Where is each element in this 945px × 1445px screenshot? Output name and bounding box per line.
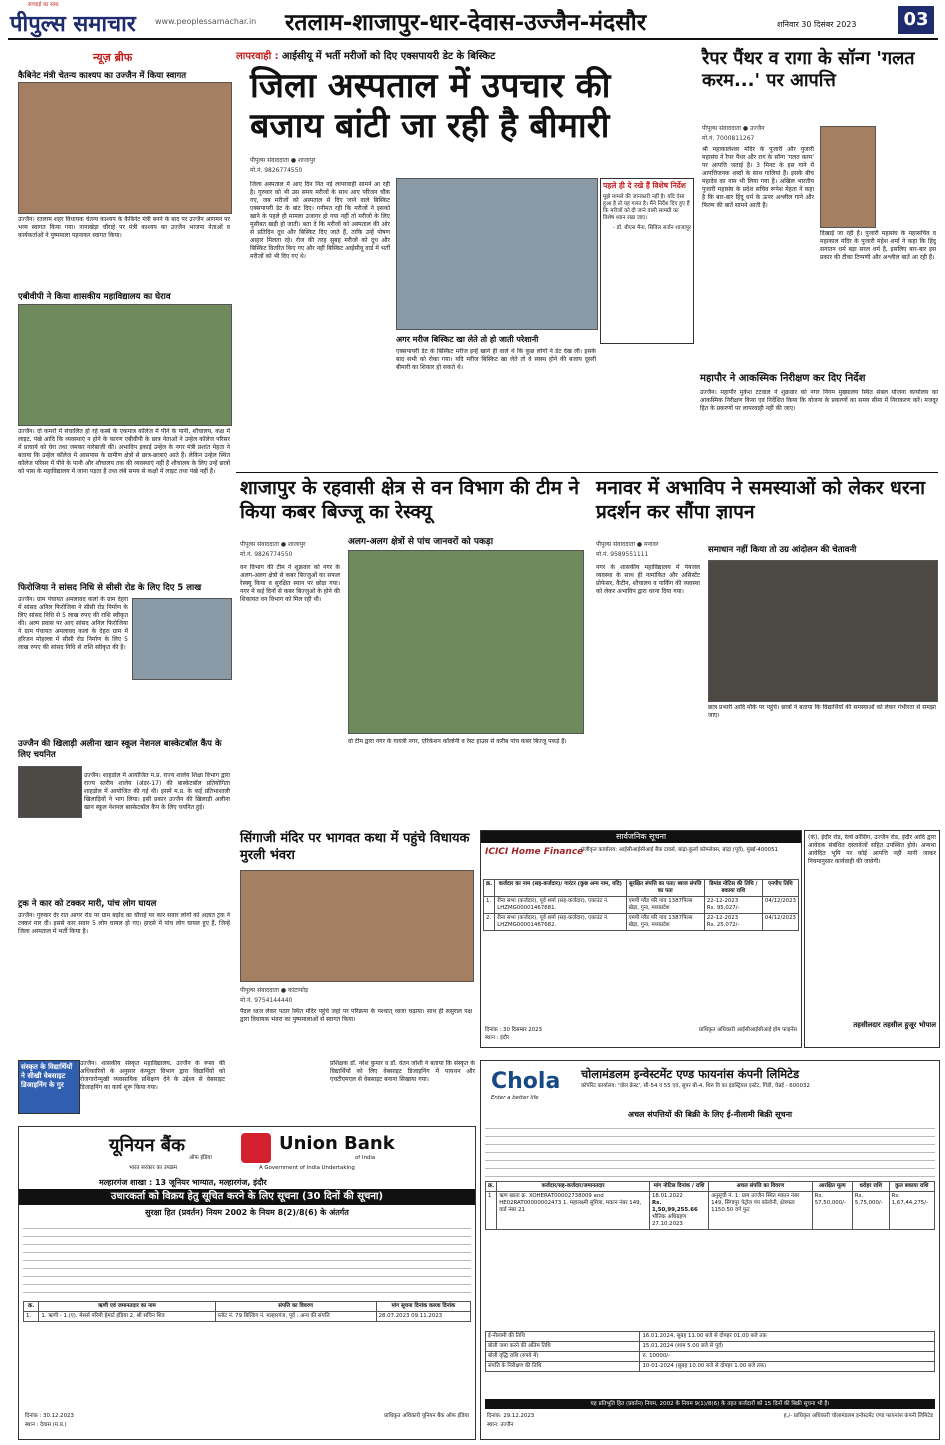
icici-row-no: 1. bbox=[484, 897, 495, 914]
union-logo-en-sub: of India bbox=[355, 1155, 376, 1161]
chola-row-total: Rs. 1,67,44,275/- bbox=[889, 1192, 934, 1230]
rescue-story bbox=[236, 476, 586, 816]
schedule-value: 15.01.2024 (शाम 5.00 बजे से पूर्व) bbox=[640, 1342, 935, 1352]
rapper-mobile: मो.नं. 7000811267 bbox=[702, 135, 755, 142]
chola-demand-date: 18.01.2022 bbox=[652, 1193, 683, 1199]
rescue-caption: वो टीम द्वारा नगर के गायत्री नगर, एरिकेशन कॉलोनी व रेस्ट हाउस से करीब पांच कबर बिज्जू पकड़े हैं। bbox=[348, 738, 567, 745]
news-brief-heading: न्यूज़ ब्रीफ bbox=[93, 51, 133, 64]
rescue-mobile: मो.नं. 9826774550 bbox=[240, 551, 293, 558]
icici-row-amount: Rs. 95,027/- bbox=[706, 905, 740, 911]
chola-schedule bbox=[485, 1331, 935, 1372]
tehsil-signature: तहसीलदार तहसील हुजूर भोपाल bbox=[853, 1021, 936, 1029]
masthead bbox=[0, 0, 945, 42]
icici-col-0: क्र. bbox=[484, 880, 495, 897]
main-headline: जिला अस्पताल में उपचार की बजाय बांटी जा रही है बीमारी bbox=[250, 66, 611, 146]
brief-body-1: उज्जैन। रतलाम शहर विधायक चेतन्य काश्यप के कैबिनेट मंत्री बनने के बाद पर उज्जैन आगमन पर भव्य स्वागत किया गया। नानाखेड़ा चौराहे पर मंत्री काश्यप का उज्जैन भाजपा नेताओं व कार्यकर्ताओं ने पुष्पमाला पहनाकर स्वागत किया। bbox=[18, 216, 230, 239]
schedule-row bbox=[486, 1342, 935, 1352]
brief-title-3: फिरोजिया ने सांसद निधि से सीसी रोड के लिए दिए 5 लाख bbox=[18, 583, 202, 593]
main-mobile: मो.नं. 9826774550 bbox=[250, 167, 303, 174]
rescue-headline: शाजापुर के रहवासी क्षेत्र से वन विभाग की टीम ने किया कबर बिज्जू का रेस्क्यू bbox=[240, 477, 580, 523]
icici-title: सार्वजनिक सूचना bbox=[481, 831, 801, 843]
kicker-text: आईसीयू में भर्ती मरीजों को दिए एक्सपायरी डेट के बिस्किट bbox=[281, 51, 496, 62]
brief-photo-3 bbox=[132, 598, 232, 680]
union-slogan-en: A Government of India Undertaking bbox=[259, 1165, 355, 1171]
mahapour-headline: महापौर ने आकस्मिक निरीक्षण कर दिए निर्देश bbox=[700, 373, 866, 384]
brief-body-2: उज्जैन। दो कमरों में संचालित हो रहे कस्बे के एकमात्र कॉलेज में पीने के पानी, शौचालय, कक्ष में लाइट, पंखे आदि कि व्यवस्थाएं न होने के कारण एबीवीपी के छात्र नेताओं ने उन्हेल कॉलेज परिसर में प्राचार्य को घेरा तथा जमकर नारेबाजी की। अभाविप इकाई उन्हेल के नगर मंत्री प्रशांत मेहता ने बताया कि उन्हेल कॉलेज में आसपास के ग्रामीण क्षेत्रों से छात्र-छात्राएं आते हैं। लेकिन उन्हेल स्थित कॉलेज परिसर में पीने के पानी और शौचालय तक की व्यवस्थाएं नहीं हैं शौचालय के लिए उन्हें छात्रों को पास के महाविद्यालय में जाना पड़ता है तथा लंबे समय से कक्षों में लाइट तथा पंखे नहीं हैं। bbox=[18, 428, 230, 475]
manawar-byline: पीपुल्स संवाददाता ● मनावर bbox=[596, 541, 659, 548]
rescue-body: वन विभाग की टीम ने शुक्रवार को नगर के अलग-अलग क्षेत्रों से कबर बिज्जुओं का सफल रेस्क्यू किया व सुरक्षित स्थान पर छोड़ा गया। नगर में कई दिनों से कबर बिज्जुओं के होने की शिकायत वन विभाग को मिल रही थी। bbox=[240, 564, 340, 603]
singaji-mobile: मो.नं. 9754144440 bbox=[240, 997, 293, 1004]
icici-notice bbox=[480, 830, 802, 1048]
union-title: उधारकर्ता को विक्रय हेतु सूचित करने के लिए सूचना (30 दिनों की सूचना) bbox=[19, 1189, 475, 1205]
chola-col-6: कुल बकाया राशि bbox=[889, 1182, 934, 1192]
union-row-no: 1. bbox=[24, 1312, 39, 1322]
bottom-brief-left: संस्कृत के विद्यार्थियों ने सीखी वेबसाइट डिजाइनिंग के गुर bbox=[18, 1060, 80, 1114]
union-date: दिनांक : 30.12.2023 bbox=[25, 1413, 74, 1419]
sidebar-sign: - डॉ. बीएस मैना, सिविल सर्जन शाजापुर bbox=[612, 225, 691, 231]
chola-address: कॉर्पोरेट कार्यालय: 'चोल क्रेस्ट', सी-54 व 55 एवं, सुपर बी-4, थिरु वि का इंडस्ट्रियल इस्टेट, गिंडी, चेन्नई - 600032 bbox=[581, 1083, 810, 1089]
news-brief-column bbox=[18, 46, 230, 811]
manawar-subhead: समाधान नहीं किया तो उग्र आंदोलन की चेतावनी bbox=[708, 545, 857, 555]
sidebar-quote: मुझे मामले की जानकारी नहीं है। यदि ऐसा हुआ है तो यह गलत है। मैंने निर्देश दिए हुए हैं कि मरीजों को दी जाने वाली सामग्री का विशेष ध्यान रखा जाए। bbox=[603, 194, 690, 221]
manawar-headline: मनावर में अभाविप ने समस्याओं को लेकर धरना प्रदर्शन कर सौंपा ज्ञापन bbox=[596, 477, 926, 523]
main-body: जिला अस्पताल में आए दिन नित नई लापरवाही सामने आ रही है। गुरुवार को भी उस समय मरीजों के साथ आए परिजन चौंक गए, जब मरीजों को अस्पताल से दिए जाने वाले बिस्किट एक्सपायरी डेट के बांट दिए। गनीमत रही कि मरीजों ने इसको खाने के पहले ही मामला उजागर हो गया नहीं तो मरीजों के लिए मुसीबत खड़ी हो जाती। बता दें कि मरीजों को अस्पताल की ओर से प्रतिदिन दूध और बिस्किट दिए जाते हैं, ताकि उन्हें पोषण आहार मिलता रहे। रोज की तरह सुबह मरीजों को दूध और बिस्किट वितरित किए गए और नहीं बिस्किट आईसीयू वार्ड में भर्ती मरीजों को भी दिए गए थे। bbox=[250, 181, 390, 260]
tehsil-body: (कं), इंदौर रोड, रेल्वे क्रॉसिंग, उज्जैन रोड, इंदौर आदि द्वारा आवेदक संबंधित दस्तावेजों सहित उपस्थित होवे। अन्यथा आवेदित भूमि पर कोई आपत्ति नहीं मानी जाकर नियमानुसार कार्यवाही की जावेगी। bbox=[808, 834, 936, 865]
chola-tagline: Enter a better life bbox=[491, 1095, 539, 1101]
icici-col-4: एनपीए तिथि bbox=[762, 880, 798, 897]
masthead-rule bbox=[8, 38, 938, 40]
chola-col-4: आरक्षित मूल्य bbox=[812, 1182, 852, 1192]
union-place: स्थान : देवास (म.प्र.) bbox=[25, 1422, 67, 1428]
schedule-row bbox=[486, 1362, 935, 1372]
icici-row-name: रीना सभा (कर्जदार), पूर्व शर्मा (सह-कर्जदार), एकाउंट नं. LHZMG00001467682. bbox=[495, 914, 626, 931]
icici-row-date bbox=[704, 897, 762, 914]
rule-mid bbox=[236, 472, 938, 473]
schedule-value: रु. 10000/- bbox=[640, 1352, 935, 1362]
rescue-photo-title: अलग-अलग क्षेत्रों से पांच जानवरों को पकड़ा bbox=[348, 537, 494, 547]
singaji-headline: सिंगाजी मंदिर पर भागवत कथा में पहुंचे विधायक मुरली भंवरा bbox=[240, 831, 470, 863]
bottom-brief-body-1: उज्जैन। शासकीय संस्कृत महाविद्यालय, उज्जैन के रूसा की अधिकारियों के अनुसार कंप्यूटर विभाग द्वारा विद्यार्थियों को रोजगारोन्मुखी व्यवसायिक प्रशिक्षण देने के उद्देश्य से वेबसाइट डिजाइनिंग का कार्य शुरू किया गया। bbox=[80, 1060, 225, 1091]
singaji-story bbox=[236, 830, 476, 1050]
brief-5 bbox=[18, 898, 230, 1012]
manawar-body: नगर के शासकीय महाविद्यालय में पेयजल व्यवस्था के साथ ही नामांकित और असिस्टेंट प्रोफेसर, कैंटीन, शौचालय व पार्किंग की व्यवस्था को लेकर अभाविप द्वारा धरना दिया गया। bbox=[596, 564, 700, 595]
chola-col-1: कर्जदार/सह-कर्जदार/जमानतदार bbox=[497, 1182, 650, 1192]
manawar-photo bbox=[708, 560, 938, 702]
manawar-mobile: मो.नं. 9589551111 bbox=[596, 551, 649, 558]
brand-logo: पीपुल्स समाचार bbox=[10, 12, 136, 37]
website[interactable]: www.peoplessamachar.in bbox=[155, 17, 257, 26]
union-table bbox=[23, 1301, 471, 1322]
rescue-photo bbox=[348, 550, 584, 734]
schedule-label: बोली जमा करने की अंतिम तिथि bbox=[486, 1342, 640, 1352]
union-row-property: प्लॉट नं. 79 बिल्डिंग नं. मल्हारगंज, पूर्व : अन्य की संपत्ति bbox=[215, 1312, 376, 1322]
brief-title-2: एबीवीपी ने किया शासकीय महाविद्यालय का घेराव bbox=[18, 292, 171, 302]
page-number: 03 bbox=[898, 6, 934, 34]
chola-signatory: ह./- प्राधिकृत अधिकारी चोलामंडलम इन्वेस्टमेंट एण्ड फायनांस कंपनी लिमिटेड bbox=[783, 1413, 933, 1419]
chola-row-emd: Rs. 5,75,000/- bbox=[852, 1192, 889, 1230]
icici-row-property: एमपी ग्लैंड परि गांव 1387पिल्स खेड़ा, गुना, मध्यप्रदेश bbox=[626, 897, 704, 914]
chola-row-borrower: ऋण खाता क्र. XOHERAT00002738009 and HE02RAT00000002473 1. महालक्ष्मी सुमित्रा, मकान नंबर 149, वार्ड नंबर 21 bbox=[497, 1192, 650, 1230]
brief-body-4: उज्जैन। शाहडोल में आयोजित म.प्र. राज्य शालेय शिक्षा विभाग द्वारा राज्य स्तरीय शालेय (अंडर-17) की बास्केटबॉल प्रतियोगिता शाहडोल में आयोजित की गई थी। इसमें म.प्र. के कई प्रतिभाशाली खिलाड़ियों ने भाग लिया। इसी प्रकार उज्जैन की खिलाड़ी अलीना खान स्कूल नेशनल बास्केटबॉल कैंप के लिए चयनित हुई। bbox=[84, 772, 230, 811]
icici-footer-date: दिनांक : 30 दिसम्बर 2023 bbox=[485, 1027, 542, 1033]
region-title: रतलाम-शाजापुर-धार-देवास-उज्जैन-मंदसौर bbox=[285, 10, 647, 36]
singaji-byline: पीपुल्स संवाददाता ● कांटाफोड़ bbox=[240, 987, 309, 994]
chola-table bbox=[485, 1181, 935, 1230]
union-slogan: भारत सरकार का उपक्रम bbox=[129, 1165, 178, 1171]
chola-row-property: अनुसूची नं. 1: ग्राम उज्जैन स्थित मकान नंबर 149, सिंगापुर पेट्रोल पंप कॉलोनी, क्षेत्रफल 1150.50 वर्ग फुट bbox=[709, 1192, 813, 1230]
schedule-value: 10-01-2024 (सुबह 10.00 बजे से दोपहर 1.00 बजे तक) bbox=[640, 1362, 935, 1372]
icici-row-date bbox=[704, 914, 762, 931]
main-byline: पीपुल्स संवाददाता ● शाजापुर bbox=[250, 157, 316, 164]
rapper-body: श्री महाकालेश्वर मंदिर के पुजारी और पुजारी महासंघ ने रैपर पैंथर और राग के सॉन्ग 'गलत करम' पर आपत्ति जताई है। 3 मिनट के इस गाने में आपत्तिजनक शब्दों के साथ गालियां हैं। इसके बीच महादेव का नाम भी लिया गया है। अखिल भारतीय पुजारी महासंघ के प्रदेश सचिव रूपेश मेहता ने कहा है कि बार-बार हिंदू धर्म के ऊपर अश्लील गाने और फिल्म की बातें सामने आती हैं। bbox=[702, 146, 814, 209]
manawar-story bbox=[594, 476, 938, 816]
union-emblem-icon bbox=[241, 1133, 271, 1163]
main-photo-caption-body: एक्सपायरी डेट के बिस्किट मरीज इन्हें खाने ही वाले थे कि कुछ लोगों ने डेट देख ली। इसके बाद सभी को रोका गया। यदि मरीज बिस्किट खा लेते तो वे स्वस्थ होने की बजाय दूसरी बीमारी का शिकार हो सकते थे। bbox=[396, 348, 596, 371]
main-photo-caption: अगर मरीज बिस्किट खा लेते तो हो जाती परेशानी bbox=[396, 335, 539, 344]
tagline: सच्चाई का साथ bbox=[28, 2, 59, 8]
icici-signatory: प्राधिकृत अधिकारी आईसीआईसीआई होम फाइनेंस bbox=[698, 1027, 797, 1033]
mahapour-story bbox=[700, 372, 938, 472]
chola-col-3: अचल संपत्ति का विवरण bbox=[709, 1182, 813, 1192]
union-logo-hindi-sub: ऑफ इंडिया bbox=[189, 1155, 212, 1161]
chola-row-reserve: Rs. 57,50,000/- bbox=[812, 1192, 852, 1230]
chola-title: चोलामंडलम इन्वेस्टमेंट एण्ड फायनांस कंपनी लिमिटेड bbox=[581, 1067, 800, 1081]
table-row bbox=[484, 897, 799, 914]
union-logo-hindi: यूनियन बैंक bbox=[109, 1135, 185, 1156]
icici-col-3: डिमांड नोटिस की तिथि / बकाया राशि bbox=[704, 880, 762, 897]
chola-text-block bbox=[485, 1121, 935, 1177]
schedule-label: संपत्ति के निरीक्षण की तिथि bbox=[486, 1362, 640, 1372]
schedule-label: ई-नीलामी की तिथि bbox=[486, 1332, 640, 1342]
chola-row-demand bbox=[650, 1192, 709, 1230]
brief-body-5: उज्जैन। गुरुवार देर रात आगर रोड पर ग्राम बड़ोद का चौराहे पर कार सवार लोगों को अज्ञात ट्रक ने टक्कर मार दी। इससे कार सवार 5 लोग घायल हो गए। हादसे में पांच लोग घायल हुए हैं, जिन्हें जिला अस्पताल में भर्ती किया है। bbox=[18, 912, 230, 935]
main-kicker bbox=[236, 48, 495, 62]
rapper-byline: पीपुल्स संवाददाता ● उज्जैन bbox=[702, 125, 765, 132]
brief-photo-2 bbox=[18, 304, 232, 426]
rapper-body-2: दिखाई जा रही है। पुजारी महासंघ के महासचिव व महाकाल मंदिर के पुजारी महेश शर्मा ने कहा कि हिंदू सनातन धर्म बड़ा सरल धर्म है, इसलिए बार-बार इस प्रकार की टीका टिप्पणी और अश्लील बातें आ रही हैं। bbox=[820, 230, 936, 261]
icici-row-npa: 04/12/2023 bbox=[762, 897, 798, 914]
chola-possession: भौतिक अधिग्रहण 27.10.2023 bbox=[652, 1214, 687, 1227]
union-branch: मल्हारगंज शाखा : 13 जूनियर भाग्यात, मल्हारगंज, इंदौर bbox=[99, 1178, 267, 1187]
table-row bbox=[24, 1312, 471, 1322]
brief-photo-4 bbox=[18, 766, 82, 818]
brief-title-1: कैबिनेट मंत्री चेतन्य काश्यप का उज्जैन में किया स्वागत bbox=[18, 71, 187, 81]
icici-row-property: एमपी ग्लैंड परि गांव 1387पिल्स खेड़ा, गुना, मध्यप्रदेश bbox=[626, 914, 704, 931]
manawar-caption: छात्र प्रभारी आदि मौके पर पहुंचे। छात्रों ने बताया कि विद्यार्थियों की समस्याओं को लेकर गंभीरता से समझा जाए। bbox=[708, 704, 936, 719]
chola-demand-amount: Rs. 1,50,99,255.66 bbox=[652, 1200, 698, 1213]
chola-notice bbox=[480, 1060, 940, 1440]
chola-col-2: मांग नोटिस दिनांक / राशि bbox=[650, 1182, 709, 1192]
icici-row-amount: Rs. 25,072/- bbox=[706, 922, 740, 928]
union-col-3: मांग सूचना दिनांक कब्जा दिनांक bbox=[376, 1302, 470, 1312]
icici-table bbox=[483, 879, 799, 931]
brief-title-5: ट्रक ने कार को टक्कर मारी, पांच लोग घायल bbox=[18, 899, 157, 909]
issue-date: शनिवार 30 दिसंबर 2023 bbox=[777, 20, 857, 29]
union-row-name: 1. ऋणी - 1.(ए). मेसर्स परिमी हेमार्ट इंडिया 2. श्री सचिन शिव bbox=[39, 1312, 215, 1322]
chola-col-5: धरोहर राशि bbox=[852, 1182, 889, 1192]
mahapour-body: उज्जैन। महापौर मुकेश टटवाल ने शुक्रवार को नगर निगम मुख्यालय स्थित संबल योजना कार्यालय का आकस्मिक निरीक्षण किया एवं निर्देशित किया कि योजना के प्रकरणों का समय सीमा में निराकरण करें। मजदूर हित के प्रकरणों पर लापरवाही नहीं की जाए। bbox=[700, 389, 938, 412]
rapper-story bbox=[700, 46, 938, 366]
union-notice bbox=[18, 1126, 476, 1440]
icici-col-2: सुरक्षित संपत्ति का पता/ ब्याज संपत्ति का पता bbox=[626, 880, 704, 897]
sidebar-title: पहले ही दे रखे हैं विशेष निर्देश bbox=[603, 181, 686, 190]
icici-intro: पंजीकृत कार्यालय: आईसीआईसीआई बैंक टावर्स, बांद्रा-कुर्ला कॉम्प्लेक्स, बांद्रा (पूर्व), मुंबई-400051 bbox=[581, 847, 778, 853]
chola-row-no: 1 bbox=[486, 1192, 497, 1230]
chola-logo: Chola bbox=[491, 1069, 561, 1094]
icici-row-npa: 04/12/2023 bbox=[762, 914, 798, 931]
union-col-2: संपत्ति का विवरण bbox=[215, 1302, 376, 1312]
main-sidebar bbox=[600, 178, 694, 344]
icici-row-date-val: 22-12-2023 bbox=[706, 915, 739, 921]
chola-place: स्थान: उज्जैन bbox=[487, 1422, 514, 1428]
singaji-body: पैदल ध्वज लेकर पठार स्थित मंदिर पहुंचे जहां पर परिक्रमा के पश्चात् ध्वजा चढ़ाया। साथ ही ससुराल पक्ष द्वारा विधायक भंवरा का पुष्पमालाओं से स्वागत किया। bbox=[240, 1008, 472, 1023]
rapper-photo bbox=[820, 126, 876, 228]
union-subtitle: सुरक्षा हित (प्रवर्तन) नियम 2002 के नियम 8(2)/8(6) के अंतर्गत bbox=[145, 1208, 349, 1217]
chola-col-0: क्र. bbox=[486, 1182, 497, 1192]
union-text-block bbox=[23, 1221, 471, 1297]
kicker-label: लापरवाही : bbox=[236, 51, 279, 62]
icici-row-name: रीना सभा (कर्जदार), पूर्व शर्मा (सह-कर्जदार), एकाउंट नं. LHZMG00001467681. bbox=[495, 897, 626, 914]
table-row bbox=[486, 1192, 935, 1230]
union-signatory: प्राधिकृत अधिकारी यूनियन बैंक ऑफ इंडिया bbox=[384, 1413, 469, 1419]
icici-col-1: कर्जदार का नाम (सह-कर्जदार)/ गारंटर (कुछ अन्य नाम, यदि) bbox=[495, 880, 626, 897]
chola-subtitle: अचल संपत्तियों की बिक्री के लिए ई-नीलामी बिक्री सूचना bbox=[627, 1110, 793, 1119]
schedule-row bbox=[486, 1332, 935, 1342]
schedule-label: बोली वृद्धि राशि (रुपये में) bbox=[486, 1352, 640, 1362]
rescue-byline: पीपुल्स संवाददाता ● शाजापुर bbox=[240, 541, 306, 548]
brief-4-body-wrap bbox=[84, 772, 230, 892]
icici-logo: ICICI Home Finance bbox=[485, 847, 584, 857]
icici-row-date-val: 22-12-2023 bbox=[706, 898, 739, 904]
union-logo-en: Union Bank bbox=[279, 1133, 395, 1154]
icici-footer-place: स्थान : इंदौर bbox=[485, 1035, 510, 1041]
singaji-photo bbox=[240, 870, 474, 982]
main-photo bbox=[396, 178, 598, 330]
icici-row-no: 2. bbox=[484, 914, 495, 931]
chola-footer: यह प्रतिभूति हित (प्रवर्तन) नियम, 2002 के नियम 9(1)/8(6) के तहत कर्जदारों को 15 दिनों की बिक्री सूचना भी है। bbox=[485, 1399, 935, 1409]
union-col-1: ऋणी एवं जमानतदार का नाम bbox=[39, 1302, 215, 1312]
rapper-headline: रैपर पैंथर व रागा के सॉन्ग 'गलत करम...' पर आपत्ति bbox=[702, 48, 915, 91]
tehsil-notice bbox=[804, 830, 940, 1048]
union-row-dates: 28.07.2023 09.11.2023 bbox=[376, 1312, 470, 1322]
bottom-brief-body-2: प्रशिक्षक डॉ. नरेश कुमार व डॉ. वेतन जोशी ने बताया कि संस्कृत के विद्यार्थियों को लिए वेबसाइट डिजाइनिंग में पायथन और एचटीएमएल से वेबसाइट बनाना सिखाया गया। bbox=[330, 1060, 475, 1083]
chola-date: दिनांक: 29.12.2023 bbox=[487, 1413, 535, 1419]
brief-body-3: उज्जैन। ग्राम पंचायत अमलावद कलां के ग्राम देहरा में सांसद अनिल फिरोजिया ने सीसी रोड निर्माण के लिए सांसद निधि से 5 लाख रुपए की राशि स्वीकृत की। अल्प प्रवास पर आए सांसद अनिल फिरोजिया ने ग्राम पंचायत अमलावद कलां के देहरा ग्राम में हरिजन मोहल्ला में सीसी रोड निर्माण के लिए 5 लाख रुपए की सांसद निधि से राशि स्वीकृत की है। bbox=[18, 596, 128, 651]
main-story bbox=[236, 46, 691, 426]
union-col-0: क्र. bbox=[24, 1302, 39, 1312]
schedule-value: 16.01.2024, सुबह 11.00 बजे से दोपहर 01.00 बजे तक bbox=[640, 1332, 935, 1342]
brief-title-4: उज्जैन की खिलाड़ी अलीना खान स्कूल नेशनल बास्केटबॉल कैंप के लिए चयनित bbox=[18, 739, 222, 760]
table-row bbox=[484, 914, 799, 931]
schedule-row bbox=[486, 1352, 935, 1362]
brief-photo-1 bbox=[18, 82, 232, 214]
